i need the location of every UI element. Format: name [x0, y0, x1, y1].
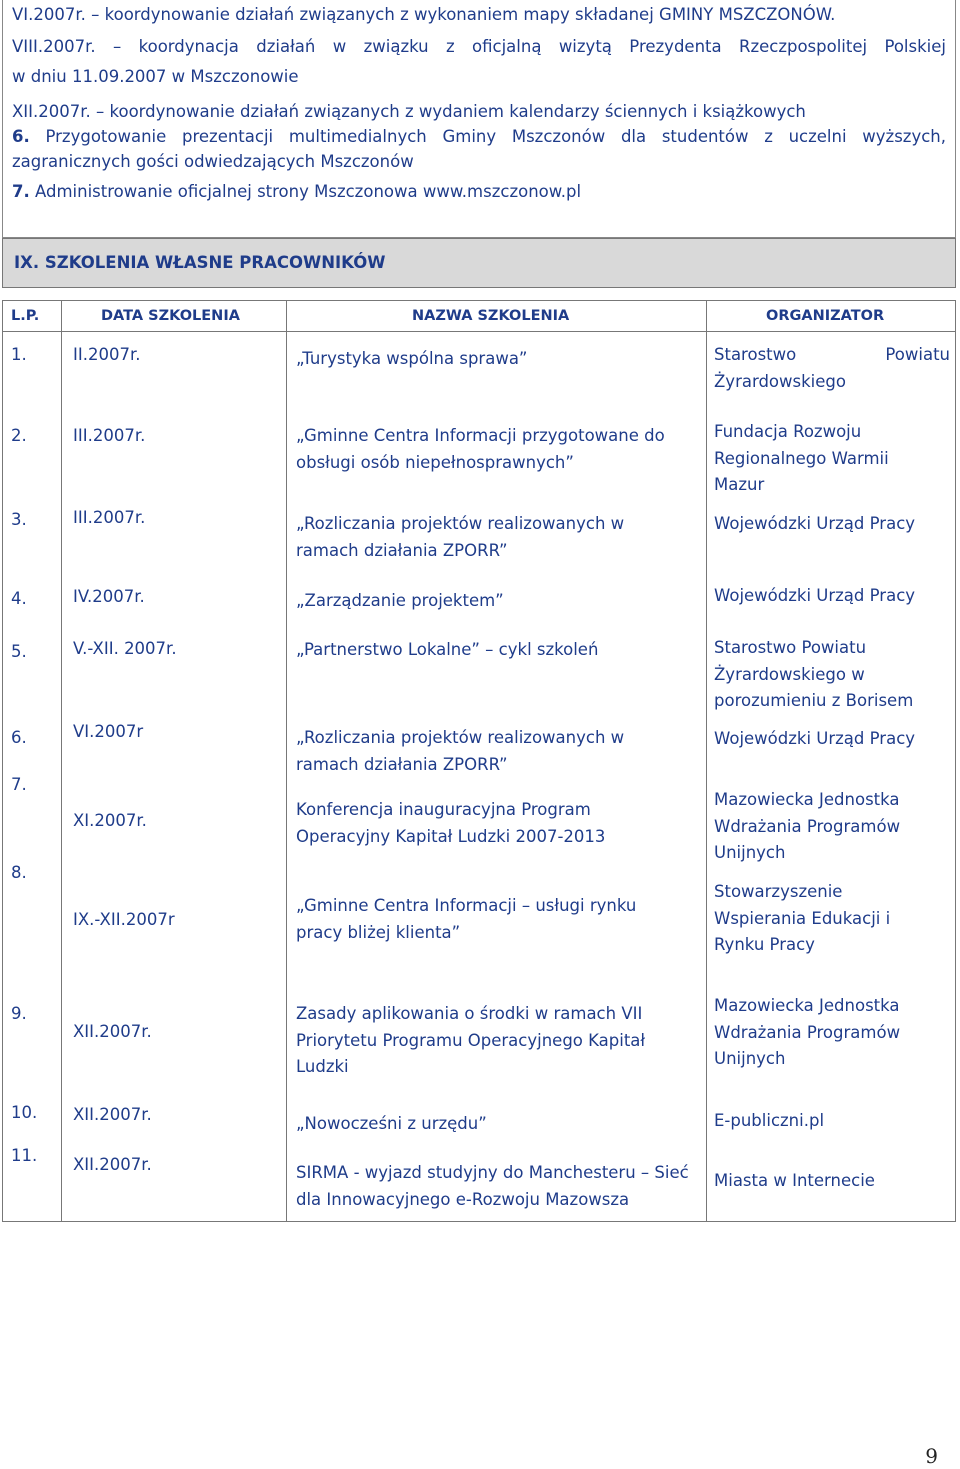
row-training-name: „Zarządzanie projektem”: [296, 591, 504, 610]
row-training-name: „Rozliczania projektów realizowanych w ramach działania ZPORR”: [296, 514, 625, 560]
row-number: 8.: [11, 863, 27, 882]
row-date: XI.2007r.: [73, 811, 147, 830]
page-number: 9: [925, 1444, 938, 1468]
activity-line-xii: XII.2007r. – koordynowanie działań związanych z wydaniem kalendarzy ściennych i książkowych: [12, 102, 806, 121]
row-organizer: Miasta w Internecie: [714, 1171, 875, 1190]
row-date: XII.2007r.: [73, 1105, 152, 1124]
row-organizer: Fundacja Rozwoju Regionalnego Warmii Mazur: [714, 422, 889, 494]
row-organizer: Mazowiecka Jednostka Wdrażania Programów Unijnych: [714, 790, 901, 862]
row-organizer: E-publiczni.pl: [714, 1111, 825, 1130]
column-divider: [61, 301, 62, 1221]
row-organizer: Starostwo Powiatu Żyrardowskiego: [714, 345, 950, 391]
item-6-line-b: zagranicznych gości odwiedzających Mszczonów: [12, 152, 414, 171]
row-date: V.-XII. 2007r.: [73, 639, 177, 658]
row-training-name: „Nowocześni z urzędu”: [296, 1114, 487, 1133]
item-6-number: 6.: [12, 127, 30, 146]
column-divider: [286, 301, 287, 1221]
row-training-name: „Turystyka wspólna sprawa”: [296, 349, 528, 368]
header-divider: [3, 331, 955, 332]
header-organizer: ORGANIZATOR: [766, 308, 885, 324]
row-date: VI.2007r: [73, 722, 144, 741]
item-6-line-a: [12, 126, 946, 148]
row-training-name: „Gminne Centra Informacji – usługi rynku pracy bliżej klienta”: [296, 896, 637, 942]
header-lp: L.P.: [11, 308, 40, 324]
row-organizer: Wojewódzki Urząd Pracy: [714, 514, 916, 533]
row-number: 1.: [11, 345, 27, 364]
row-date: IV.2007r.: [73, 587, 145, 606]
row-number: 5.: [11, 642, 27, 661]
row-training-name: „Partnerstwo Lokalne” – cykl szkoleń: [296, 640, 599, 659]
row-number: 7.: [11, 775, 27, 794]
row-training-name: SIRMA - wyjazd studyjny do Manchesteru – Sieć dla Innowacyjnego e-Rozwoju Mazowsza: [296, 1163, 689, 1209]
item-7-text: Administrowanie oficjalnej strony Mszczonowa www.mszczonow.pl: [29, 182, 582, 201]
item-6-text-a: Przygotowanie prezentacji multimedialnych Gminy Mszczonów dla studentów z uczelni wyższych,: [29, 127, 946, 146]
row-number: 3.: [11, 510, 27, 529]
activity-line-viii-a: VIII.2007r. – koordynacja działań w związku z oficjalną wizytą Prezydenta Rzeczpospolitej Polskiej: [12, 37, 946, 56]
activity-line-vi: VI.2007r. – koordynowanie działań związanych z wykonaniem mapy składanej GMINY MSZCZONÓW.: [12, 5, 836, 24]
row-date: XII.2007r.: [73, 1022, 152, 1041]
row-number: 6.: [11, 728, 27, 747]
row-date: II.2007r.: [73, 345, 141, 364]
row-number: 2.: [11, 426, 27, 445]
row-date: III.2007r.: [73, 426, 146, 445]
item-7-number: 7.: [12, 182, 30, 201]
row-date: III.2007r.: [73, 508, 146, 527]
item-7-line: [12, 181, 581, 203]
row-number: 4.: [11, 589, 27, 608]
header-date: DATA SZKOLENIA: [101, 308, 240, 324]
row-number: 9.: [11, 1004, 27, 1023]
row-training-name: „Gminne Centra Informacji przygotowane do obsługi osób niepełnosprawnych”: [296, 426, 665, 472]
row-training-name: Konferencja inauguracyjna Program Operacyjny Kapitał Ludzki 2007-2013: [296, 800, 606, 846]
row-date: IX.-XII.2007r: [73, 910, 175, 929]
activity-line-viii-b: w dniu 11.09.2007 w Mszczonowie: [12, 67, 299, 86]
column-divider: [706, 301, 707, 1221]
activity-list-box: [2, 0, 956, 238]
training-table: [2, 300, 956, 1222]
row-training-name: „Rozliczania projektów realizowanych w ramach działania ZPORR”: [296, 728, 625, 774]
row-training-name: Zasady aplikowania o środki w ramach VII Priorytetu Programu Operacyjnego Kapitał Ludzki: [296, 1004, 646, 1076]
row-date: XII.2007r.: [73, 1155, 152, 1174]
header-name: NAZWA SZKOLENIA: [412, 308, 570, 324]
row-organizer: Stowarzyszenie Wspierania Edukacji i Rynku Pracy: [714, 882, 891, 954]
section-heading-band: [2, 238, 956, 288]
row-organizer: Wojewódzki Urząd Pracy: [714, 586, 916, 605]
row-organizer: Starostwo Powiatu Żyrardowskiego w porozumieniu z Borisem: [714, 638, 914, 710]
row-number: 10.: [11, 1103, 38, 1122]
row-organizer: Wojewódzki Urząd Pracy: [714, 729, 916, 748]
row-organizer: Mazowiecka Jednostka Wdrażania Programów Unijnych: [714, 996, 901, 1068]
row-number: 11.: [11, 1146, 38, 1165]
section-title: IX. SZKOLENIA WŁASNE PRACOWNIKÓW: [14, 253, 386, 272]
